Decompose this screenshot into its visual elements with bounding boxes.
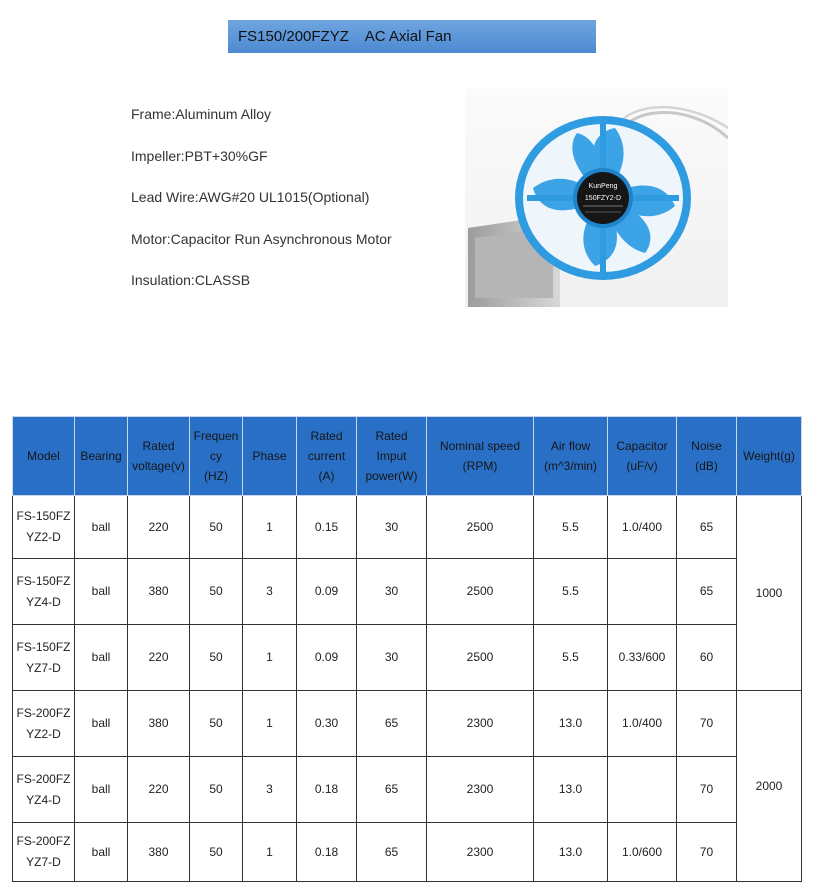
brand-text: KunPeng: [588, 183, 618, 190]
table-row: [13, 757, 802, 823]
cell-voltage: 220: [128, 496, 190, 559]
cell-current: 0.18: [297, 823, 357, 882]
cell-noise: 70: [677, 823, 737, 882]
cell-airflow: 13.0: [534, 823, 608, 882]
cell-bearing: ball: [75, 691, 128, 757]
cell-frequency: 50: [190, 496, 243, 559]
cell-model: FS-200FZ YZ4-D: [13, 757, 75, 823]
cell-frequency: 50: [190, 691, 243, 757]
cell-phase: 1: [243, 691, 297, 757]
cell-capacitor: 1.0/400: [608, 691, 677, 757]
cell-power: 30: [357, 625, 427, 691]
table-row: [13, 823, 802, 882]
column-header-frequency: Frequen cy (HZ): [190, 417, 243, 496]
cell-capacitor: 0.33/600: [608, 625, 677, 691]
cell-bearing: ball: [75, 559, 128, 625]
cell-model: FS-150FZ YZ4-D: [13, 559, 75, 625]
label-model-text: 150FZY2-D: [584, 195, 622, 202]
cell-phase: 1: [243, 496, 297, 559]
cell-power: 65: [357, 757, 427, 823]
cell-phase: 1: [243, 625, 297, 691]
spec-motor: Motor:Capacitor Run Asynchronous Motor: [131, 230, 392, 247]
cell-speed: 2500: [427, 559, 534, 625]
cell-voltage: 380: [128, 559, 190, 625]
fan-illustration: [465, 88, 728, 307]
spec-impeller: Impeller:PBT+30%GF: [131, 147, 268, 164]
spec-insulation: Insulation:CLASSB: [131, 272, 251, 288]
cell-speed: 2500: [427, 496, 534, 559]
cell-current: 0.15: [297, 496, 357, 559]
column-header-capacitor: Capacitor (uF/v): [608, 417, 677, 496]
column-header-phase: Phase: [243, 417, 297, 496]
cell-voltage: 380: [128, 823, 190, 882]
fan-photo: [465, 88, 728, 307]
table-body: [13, 496, 802, 882]
cell-model: FS-200FZ YZ7-D: [13, 823, 75, 882]
cell-voltage: 220: [128, 625, 190, 691]
column-header-rated-current: Rated current (A): [297, 417, 357, 496]
table-row: [13, 625, 802, 691]
cell-noise: 70: [677, 757, 737, 823]
cell-frequency: 50: [190, 823, 243, 882]
column-header-nominal-speed: Nominal speed (RPM): [427, 417, 534, 496]
column-header-model: Model: [13, 417, 75, 496]
cell-speed: 2300: [427, 757, 534, 823]
spec-frame: Frame:Aluminum Alloy: [131, 106, 272, 122]
cell-capacitor: [608, 757, 677, 823]
cell-phase: 1: [243, 823, 297, 882]
column-header-rated-voltage: Rated voltage(v): [128, 417, 190, 496]
cell-weight: 1000: [737, 496, 802, 691]
cell-power: 65: [357, 823, 427, 882]
cell-capacitor: 1.0/600: [608, 823, 677, 882]
table-header-row: [13, 417, 802, 496]
cell-speed: 2300: [427, 823, 534, 882]
cell-model: FS-150FZ YZ2-D: [13, 496, 75, 559]
cell-voltage: 380: [128, 691, 190, 757]
cell-current: 0.18: [297, 757, 357, 823]
cell-bearing: ball: [75, 757, 128, 823]
cell-current: 0.09: [297, 559, 357, 625]
column-header-bearing: Bearing: [75, 417, 128, 496]
cell-model: FS-150FZ YZ7-D: [13, 625, 75, 691]
cell-noise: 70: [677, 691, 737, 757]
cell-current: 0.30: [297, 691, 357, 757]
table-row: [13, 691, 802, 757]
column-header-rated-input-power: Rated Imput power(W): [357, 417, 427, 496]
cell-noise: 65: [677, 559, 737, 625]
cell-speed: 2300: [427, 691, 534, 757]
cell-noise: 60: [677, 625, 737, 691]
cell-frequency: 50: [190, 559, 243, 625]
cell-phase: 3: [243, 559, 297, 625]
cell-frequency: 50: [190, 757, 243, 823]
column-header-weight: Weight(g): [737, 417, 802, 496]
cell-model: FS-200FZ YZ2-D: [13, 691, 75, 757]
column-header-air-flow: Air flow (m^3/min): [534, 417, 608, 496]
cell-airflow: 13.0: [534, 691, 608, 757]
cell-noise: 65: [677, 496, 737, 559]
column-header-noise: Noise (dB): [677, 417, 737, 496]
cell-current: 0.09: [297, 625, 357, 691]
spec-list: [131, 104, 451, 312]
cell-airflow: 5.5: [534, 496, 608, 559]
cell-capacitor: 1.0/400: [608, 496, 677, 559]
cell-bearing: ball: [75, 625, 128, 691]
spec-lead-wire: Lead Wire:AWG#20 UL1015(Optional): [131, 189, 370, 205]
cell-voltage: 220: [128, 757, 190, 823]
cell-bearing: ball: [75, 496, 128, 559]
cell-capacitor: [608, 559, 677, 625]
cell-airflow: 5.5: [534, 625, 608, 691]
cell-power: 30: [357, 559, 427, 625]
cell-bearing: ball: [75, 823, 128, 882]
cell-power: 30: [357, 496, 427, 559]
table-row: [13, 559, 802, 625]
page-title: FS150/200FZYZ AC Axial Fan: [228, 20, 596, 53]
cell-weight: 2000: [737, 691, 802, 882]
cell-airflow: 13.0: [534, 757, 608, 823]
cell-speed: 2500: [427, 625, 534, 691]
cell-airflow: 5.5: [534, 559, 608, 625]
spec-table: [12, 416, 802, 882]
cell-power: 65: [357, 691, 427, 757]
table-row: [13, 496, 802, 559]
cell-phase: 3: [243, 757, 297, 823]
cell-frequency: 50: [190, 625, 243, 691]
